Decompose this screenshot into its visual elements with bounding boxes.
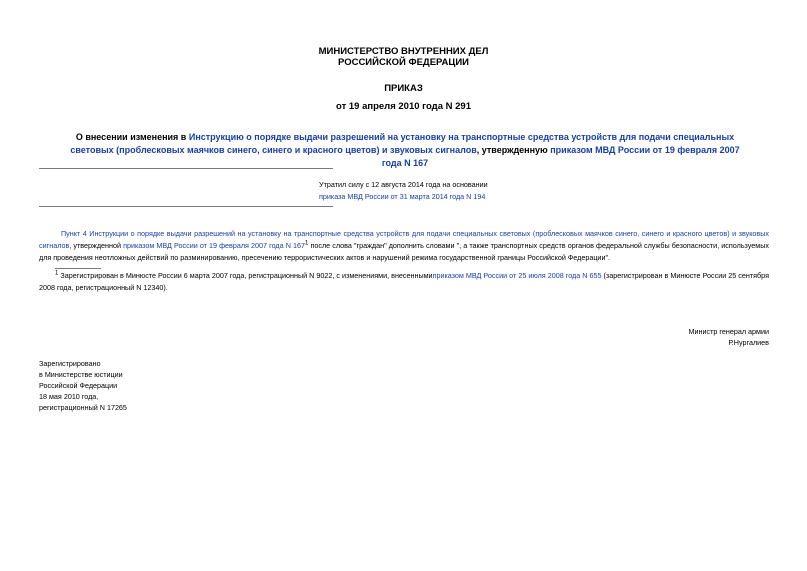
signature-name: Р.Нургалиев <box>728 338 769 347</box>
body-order-167-link[interactable]: приказом МВД России от 19 февраля 2007 года N 167 <box>123 241 306 250</box>
divider-bottom <box>39 206 333 207</box>
registration-line-3: Российской Федерации <box>39 381 118 390</box>
ministry-name <box>0 46 807 68</box>
registration-line-2: в Министерстве юстиции <box>39 370 123 379</box>
order-167-link[interactable]: приказом МВД России от 19 февраля 2007 года N 167 <box>381 145 740 168</box>
body-text-2: после слова "граждан" дополнить словами ", а также транспортных средств органов федеральной службы безопасности, используемых для проведения неотложных действий по разминированию, пресечению террористических актов и нарушений режима государственной границы Российской Федерации". <box>39 241 769 262</box>
footnote-mark: 1 <box>55 270 59 277</box>
ministry-line-2: РОССИЙСКОЙ ФЕДЕРАЦИИ <box>337 57 469 68</box>
expiry-text: Утратил силу с 12 августа 2014 года на основании <box>319 180 488 189</box>
expiry-order-link[interactable]: приказа МВД России от 31 марта 2014 года N 194 <box>319 192 486 201</box>
subject-middle: , утвержденную <box>476 145 551 155</box>
registration-line-5: регистрационный N 17265 <box>39 403 127 412</box>
subject-prefix: О внесении изменения в <box>75 132 189 142</box>
registration-block <box>39 358 127 413</box>
footnote <box>39 270 769 294</box>
footnote-text-1: Зарегистрирован в Минюсте России 6 марта 2007 года, регистрационный N 9022, с изменениями, внесенными <box>58 271 433 280</box>
signature-block <box>689 326 769 348</box>
footnote-text-2: (зарегистрирован в Минюсте России 25 сентября 2008 года, регистрационный N 12340). <box>39 271 769 292</box>
divider-top <box>39 168 333 169</box>
expiry-notice <box>319 179 488 203</box>
point-4-instruction-link[interactable]: Пункт 4 Инструкции о порядке выдачи разрешений на установку на транспортные средства устройств для подачи специальных световых (проблесковых маячков синего, синего и красного цветов) и звуковых сигналов <box>39 229 769 250</box>
footnote-order-655-link[interactable]: приказом МВД России от 25 июля 2008 года N 655 <box>432 271 602 280</box>
order-title: ПРИКАЗ <box>384 83 423 94</box>
registration-line-1: Зарегистрировано <box>39 359 101 368</box>
registration-line-4: 18 мая 2010 года, <box>39 392 99 401</box>
order-subject <box>60 131 750 170</box>
footnote-reference[interactable]: 1 <box>305 240 309 247</box>
signature-position: Министр генерал армии <box>688 327 769 336</box>
footnote-divider <box>55 268 101 269</box>
body-paragraph <box>39 228 769 264</box>
body-text-1: , утвержденной <box>69 241 124 250</box>
ministry-line-1: МИНИСТЕРСТВО ВНУТРЕННИХ ДЕЛ <box>318 46 489 57</box>
instruction-link[interactable]: Инструкцию о порядке выдачи разрешений на установку на транспортные средства устройств для подачи специальных световых (проблесковых маячков синего, синего и красного цветов) и звуковых сигналов <box>70 132 735 155</box>
order-date: от 19 апреля 2010 года N 291 <box>336 101 471 112</box>
